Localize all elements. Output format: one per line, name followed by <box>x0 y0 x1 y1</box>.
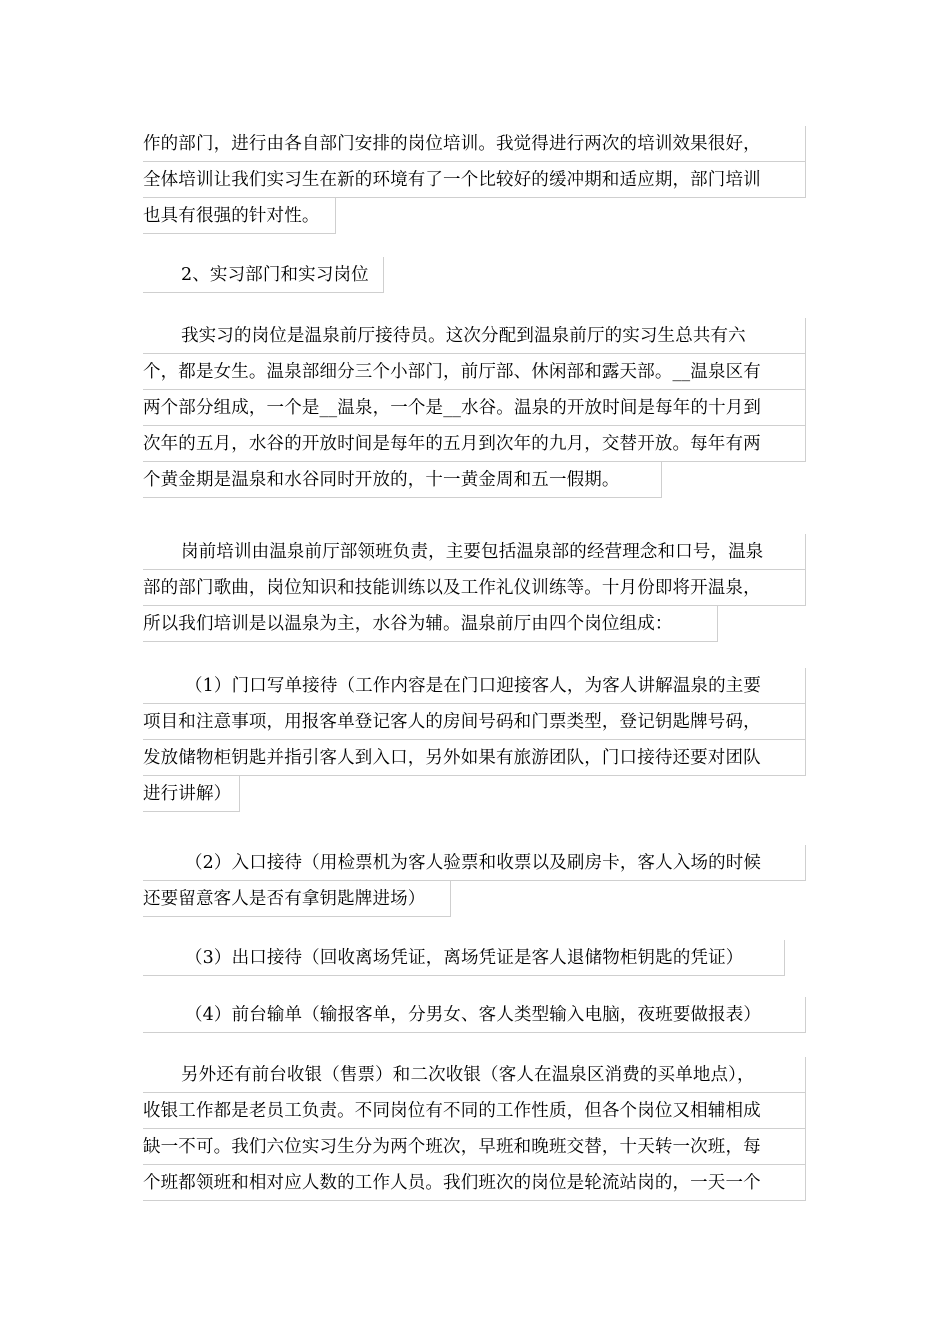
heading-line: 2、实习部门和实习岗位 <box>143 257 384 293</box>
text-line: 作的部门，进行由各自部门安排的岗位培训。我觉得进行两次的培训效果很好， <box>143 126 806 162</box>
text-line: （2）入口接待（用检票机为客人验票和收票以及刷房卡，客人入场的时候 <box>143 845 806 881</box>
text-line: 部的部门歌曲，岗位知识和技能训练以及工作礼仪训练等。十月份即将开温泉， <box>143 570 806 606</box>
text-line: 两个部分组成，一个是__温泉，一个是__水谷。温泉的开放时间是每年的十月到 <box>143 390 806 426</box>
text-line: 我实习的岗位是温泉前厅接待员。这次分配到温泉前厅的实习生总共有六 <box>143 318 806 354</box>
list-item <box>143 668 806 812</box>
text-line: 个班都领班和相对应人数的工作人员。我们班次的岗位是轮流站岗的，一天一个 <box>143 1165 806 1201</box>
list-item <box>143 997 806 1033</box>
paragraph <box>143 1057 806 1201</box>
list-item <box>143 845 806 917</box>
paragraph <box>143 126 806 234</box>
text-line: 个黄金期是温泉和水谷同时开放的，十一黄金周和五一假期。 <box>143 462 662 498</box>
text-line: （1）门口写单接待（工作内容是在门口迎接客人，为客人讲解温泉的主要 <box>143 668 806 704</box>
text-line: 所以我们培训是以温泉为主，水谷为辅。温泉前厅由四个岗位组成： <box>143 606 718 642</box>
paragraph <box>143 318 806 498</box>
list-item <box>143 940 806 976</box>
text-line: 另外还有前台收银（售票）和二次收银（客人在温泉区消费的买单地点）， <box>143 1057 806 1093</box>
text-line: 收银工作都是老员工负责。不同岗位有不同的工作性质，但各个岗位又相辅相成 <box>143 1093 806 1129</box>
text-line: （4）前台输单（输报客单，分男女、客人类型输入电脑，夜班要做报表） <box>143 997 806 1033</box>
text-line: （3）出口接待（回收离场凭证，离场凭证是客人退储物柜钥匙的凭证） <box>143 940 785 976</box>
text-line: 次年的五月，水谷的开放时间是每年的五月到次年的九月，交替开放。每年有两 <box>143 426 806 462</box>
text-line: 岗前培训由温泉前厅部领班负责，主要包括温泉部的经营理念和口号，温泉 <box>143 534 806 570</box>
text-line: 项目和注意事项，用报客单登记客人的房间号码和门票类型，登记钥匙牌号码， <box>143 704 806 740</box>
paragraph <box>143 534 806 642</box>
text-line: 个，都是女生。温泉部细分三个小部门，前厅部、休闲部和露天部。__温泉区有 <box>143 354 806 390</box>
text-line: 全体培训让我们实习生在新的环境有了一个比较好的缓冲期和适应期，部门培训 <box>143 162 806 198</box>
text-line: 还要留意客人是否有拿钥匙牌进场） <box>143 881 451 917</box>
text-line: 缺一不可。我们六位实习生分为两个班次，早班和晚班交替，十天转一次班，每 <box>143 1129 806 1165</box>
text-line: 进行讲解） <box>143 776 240 812</box>
text-line: 发放储物柜钥匙并指引客人到入口，另外如果有旅游团队，门口接待还要对团队 <box>143 740 806 776</box>
section-heading <box>143 257 806 293</box>
text-line: 也具有很强的针对性。 <box>143 198 336 234</box>
